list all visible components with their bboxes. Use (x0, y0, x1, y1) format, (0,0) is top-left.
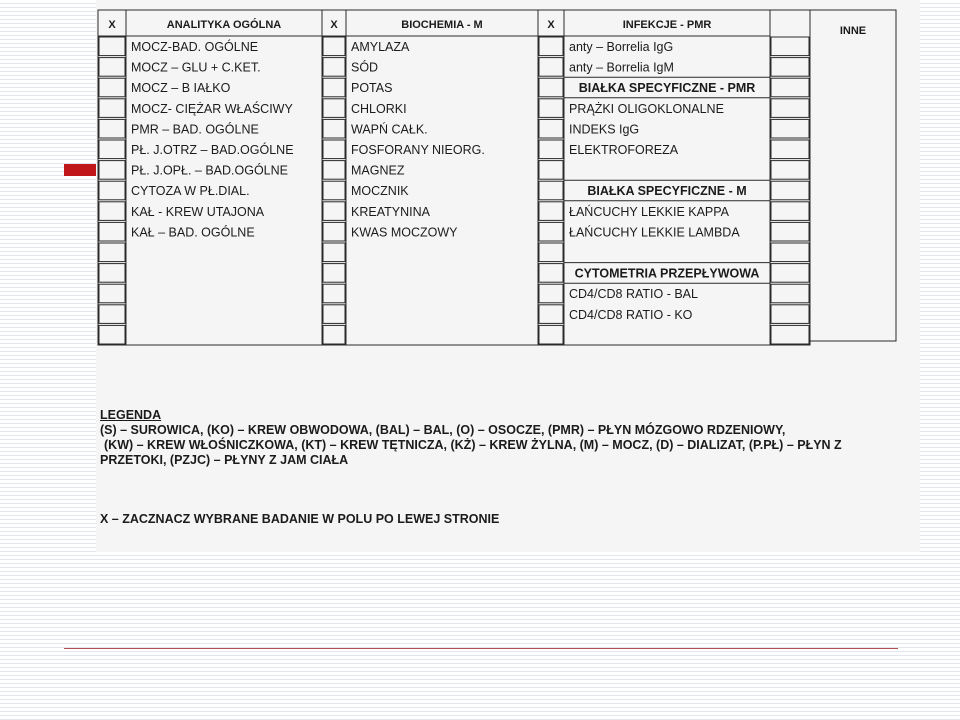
section-infekcje (538, 10, 770, 345)
checkbox-cell[interactable] (323, 305, 345, 324)
checkbox-cell[interactable] (771, 305, 809, 324)
legend (100, 408, 900, 468)
checkbox-cell[interactable] (539, 58, 563, 77)
checkbox-cell[interactable] (323, 181, 345, 200)
slide-divider-line (64, 648, 898, 649)
test-item: POTAS (351, 81, 393, 96)
test-item: MOCZ – B IAŁKO (131, 81, 231, 96)
test-order-table (96, 0, 920, 400)
checkbox-cell[interactable] (99, 119, 125, 138)
checkbox-cell[interactable] (99, 325, 125, 344)
section-title-analityka: ANALITYKA OGÓLNA (166, 19, 282, 31)
checkbox-cell[interactable] (771, 222, 809, 241)
checkbox-cell[interactable] (323, 99, 345, 118)
test-item: FOSFORANY NIEORG. (351, 143, 485, 157)
subsection-header: BIAŁKA SPECYFICZNE - M (587, 184, 747, 199)
checkbox-cell[interactable] (771, 243, 809, 262)
test-item: KAŁ - KREW UTAJONA (131, 204, 265, 219)
checkbox-column-header: X (547, 19, 555, 31)
checkbox-cell[interactable] (323, 264, 345, 283)
test-item: INDEKS IgG (569, 122, 640, 137)
legend-line-2: (KW) – KREW WŁOŚNICZKOWA, (KT) – KREW TĘTNICZA, (KŻ) – KREW ŻYLNA, (M) – MOCZ, (D) – DIALIZAT, (P.PŁ) – PŁYN Z (104, 438, 842, 452)
test-item: ŁAŃCUCHY LEKKIE LAMBDA (569, 225, 740, 240)
checkbox-cell[interactable] (539, 264, 563, 283)
checkbox-cell[interactable] (771, 78, 809, 97)
legend-line-3: PRZETOKI, (PZJC) – PŁYNY Z JAM CIAŁA (100, 453, 349, 467)
checkbox-cell[interactable] (323, 119, 345, 138)
test-item: MAGNEZ (351, 163, 405, 178)
test-item: CD4/CD8 RATIO - KO (569, 307, 693, 322)
scanned-form-image (96, 0, 920, 552)
section-title-biochemia: BIOCHEMIA - M (401, 19, 483, 31)
section-analityka (98, 10, 322, 345)
checkbox-cell[interactable] (99, 222, 125, 241)
checkbox-cell[interactable] (539, 37, 563, 56)
test-item: CD4/CD8 RATIO - BAL (569, 287, 698, 302)
checkbox-cell[interactable] (539, 222, 563, 241)
checkbox-cell[interactable] (771, 119, 809, 138)
checkbox-cell[interactable] (771, 99, 809, 118)
checkbox-cell[interactable] (771, 264, 809, 283)
checkbox-cell[interactable] (99, 264, 125, 283)
section-inne (770, 10, 896, 345)
checkbox-cell[interactable] (323, 222, 345, 241)
test-item: MOCZ-BAD. OGÓLNE (131, 40, 259, 54)
checkbox-cell[interactable] (539, 78, 563, 97)
test-item: KWAS MOCZOWY (351, 225, 458, 240)
slide-bullet-marker (64, 164, 96, 176)
checkbox-cell[interactable] (99, 243, 125, 262)
checkbox-cell[interactable] (771, 161, 809, 180)
checkbox-column-header: X (330, 19, 338, 31)
checkbox-cell[interactable] (99, 305, 125, 324)
test-item: PŁ. J.OTRZ – BAD.OGÓLNE (131, 143, 294, 157)
checkbox-cell[interactable] (99, 140, 125, 159)
test-item: CYTOZA W PŁ.DIAL. (131, 184, 250, 199)
checkbox-cell[interactable] (539, 243, 563, 262)
test-item: SÓD (351, 60, 379, 75)
checkbox-cell[interactable] (539, 305, 563, 324)
checkbox-cell[interactable] (539, 181, 563, 200)
checkbox-cell[interactable] (539, 119, 563, 138)
test-item: WAPŃ CAŁK. (351, 122, 428, 137)
checkbox-cell[interactable] (771, 284, 809, 303)
checkbox-cell[interactable] (323, 161, 345, 180)
section-biochemia (322, 10, 538, 345)
checkbox-cell[interactable] (323, 78, 345, 97)
section-title-inne: INNE (839, 25, 867, 37)
checkbox-cell[interactable] (771, 140, 809, 159)
subsection-header: CYTOMETRIA PRZEPŁYWOWA (574, 266, 760, 281)
checkbox-cell[interactable] (539, 140, 563, 159)
checkbox-cell[interactable] (539, 325, 563, 344)
legend-line-1: (S) – SUROWICA, (KO) – KREW OBWODOWA, (BAL) – BAL, (O) – OSOCZE, (PMR) – PŁYN MÓZGOWO RDZENIOWY, (100, 423, 786, 437)
checkbox-cell[interactable] (323, 202, 345, 221)
checkbox-cell[interactable] (99, 284, 125, 303)
checkbox-cell[interactable] (323, 140, 345, 159)
checkbox-cell[interactable] (99, 99, 125, 118)
checkbox-cell[interactable] (539, 284, 563, 303)
test-item: MOCZNIK (351, 184, 409, 199)
checkbox-cell[interactable] (771, 181, 809, 200)
test-item: KAŁ – BAD. OGÓLNE (131, 225, 255, 240)
test-item: PMR – BAD. OGÓLNE (131, 122, 259, 137)
checkbox-cell[interactable] (539, 202, 563, 221)
checkbox-cell[interactable] (323, 37, 345, 56)
legend-title: LEGENDA (100, 408, 162, 422)
checkbox-cell[interactable] (99, 78, 125, 97)
test-item: ELEKTROFOREZA (569, 143, 679, 157)
checkbox-cell[interactable] (771, 325, 809, 344)
subsection-header: BIAŁKA SPECYFICZNE - PMR (578, 81, 756, 96)
checkbox-cell[interactable] (323, 243, 345, 262)
test-item: PRĄŻKI OLIGOKLONALNE (569, 101, 724, 116)
checkbox-cell[interactable] (323, 58, 345, 77)
checkbox-cell[interactable] (771, 202, 809, 221)
checkbox-cell[interactable] (99, 37, 125, 56)
test-item: AMYLAZA (351, 40, 410, 54)
checkbox-cell[interactable] (771, 37, 809, 56)
checkbox-cell[interactable] (539, 99, 563, 118)
test-item: ŁAŃCUCHY LEKKIE KAPPA (569, 204, 730, 219)
checkbox-cell[interactable] (771, 58, 809, 77)
test-item: MOCZ- CIĘŻAR WŁAŚCIWY (131, 101, 293, 116)
checkbox-cell[interactable] (99, 202, 125, 221)
checkbox-cell[interactable] (99, 181, 125, 200)
checkbox-cell[interactable] (539, 161, 563, 180)
test-item: CHLORKI (351, 101, 407, 116)
checkbox-cell[interactable] (323, 325, 345, 344)
test-item: anty – Borrelia IgM (569, 60, 674, 75)
test-item: PŁ. J.OPŁ. – BAD.OGÓLNE (131, 163, 289, 178)
instruction-note: X – ZACZNACZ WYBRANE BADANIE W POLU PO LEWEJ STRONIE (100, 512, 500, 526)
test-item: KREATYNINA (351, 204, 430, 219)
test-item: MOCZ – GLU + C.KET. (131, 60, 261, 75)
checkbox-cell[interactable] (99, 161, 125, 180)
checkbox-cell[interactable] (323, 284, 345, 303)
checkbox-cell[interactable] (99, 58, 125, 77)
section-title-infekcje: INFEKCJE - PMR (622, 19, 712, 31)
inne-notes-area[interactable] (810, 10, 896, 341)
test-item: anty – Borrelia IgG (569, 40, 674, 54)
checkbox-column-header: X (108, 19, 116, 31)
